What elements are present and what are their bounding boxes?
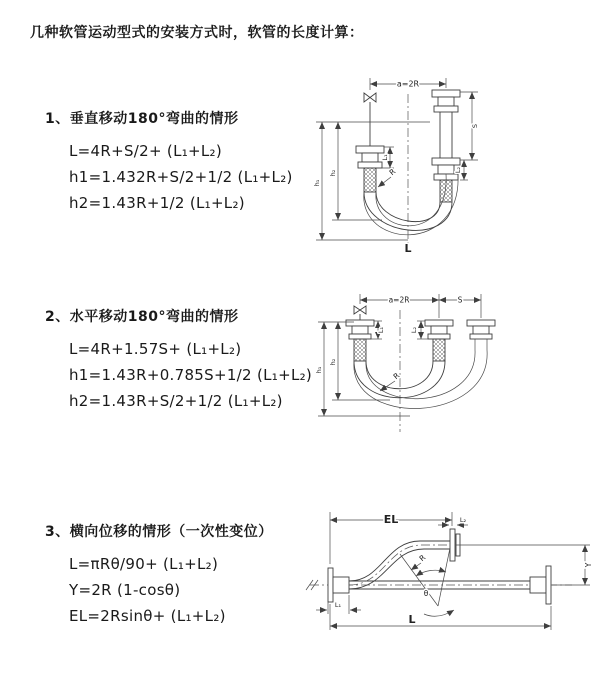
dim-el <box>330 512 452 564</box>
diagram-horizontal-180-bend <box>310 282 595 447</box>
right-flange <box>530 566 551 604</box>
dim-label-l2: L₂ <box>410 326 418 334</box>
left-pipe-flange <box>346 320 374 361</box>
dim-l1 <box>316 595 361 614</box>
dim-label-l-total: L <box>404 242 412 255</box>
dim-label-s: S <box>457 295 463 305</box>
section-1-heading: 1、垂直移动180°弯曲的情形 <box>45 111 239 127</box>
section-2-heading: 2、水平移动180°弯曲的情形 <box>45 309 239 325</box>
section-1-formulas <box>69 138 293 216</box>
formula-line: Y=2R (1-cosθ) <box>69 581 181 599</box>
diagram-vertical-180-bend <box>312 68 587 258</box>
dim-h1 <box>313 122 408 240</box>
dim-label-s: S <box>471 123 479 129</box>
formula-line: h1=1.432R+S/2+1/2 (L₁+L₂) <box>69 168 293 186</box>
dim-label-el: EL <box>383 513 399 526</box>
formula-line: h2=1.43R+1/2 (L₁+L₂) <box>69 194 245 212</box>
dim-label-r: R <box>387 166 398 178</box>
dim-s <box>460 92 479 160</box>
dim-label-theta: θ <box>423 589 429 598</box>
valve-icon <box>364 93 376 146</box>
formula-line: L=4R+S/2+ (L₁+L₂) <box>69 142 223 160</box>
dim-label-r: R <box>417 552 428 564</box>
angle-theta <box>400 548 454 616</box>
diagram-lateral-displacement <box>300 498 600 643</box>
dim-y <box>456 545 593 585</box>
formula-line: EL=2Rsinθ+ (L₁+L₂) <box>69 607 226 625</box>
dim-label-l1: L₁ <box>334 601 342 609</box>
valve-icon <box>354 306 366 320</box>
dim-label-y: Y <box>584 562 593 568</box>
braided-hose-section <box>433 339 445 361</box>
section-1 <box>45 108 293 216</box>
dim-a2r <box>370 78 446 90</box>
dim-label-a2r: a=2R <box>396 79 420 89</box>
braided-hose-section <box>354 339 366 361</box>
section-3-formulas <box>69 551 273 629</box>
left-pipe-flange <box>356 146 384 192</box>
hose-s-curve <box>349 541 450 589</box>
dim-label-l2: L₂ <box>459 516 467 524</box>
left-flange <box>328 568 349 602</box>
dim-label-l1: L₁ <box>381 154 389 161</box>
dim-label-h1: h₁ <box>313 179 321 187</box>
dim-label-l1: L₁ <box>377 326 385 334</box>
dim-label-r: R <box>391 370 402 382</box>
dim-label-h2: h₂ <box>329 358 337 366</box>
middle-pipe-flange <box>425 320 453 361</box>
formula-line: L=4R+1.57S+ (L₁+L₂) <box>69 340 242 358</box>
dim-s <box>439 296 481 305</box>
dim-label-l-total: L <box>408 613 416 626</box>
formula-line: h2=1.43R+S/2+1/2 (L₁+L₂) <box>69 392 283 410</box>
page-title: 几种软管运动型式的安装方式时，软管的长度计算： <box>30 25 364 41</box>
braided-hose-section <box>364 168 376 192</box>
section-2-formulas <box>69 336 312 414</box>
dim-label-h2: h₂ <box>329 169 337 177</box>
dim-label-h1: h₁ <box>315 366 323 374</box>
dim-l2 <box>438 516 468 525</box>
section-2 <box>45 306 312 414</box>
dim-a2r <box>360 294 481 318</box>
dim-label-a2r: a=2R <box>388 295 410 305</box>
section-3-heading: 3、横向位移的情形（一次性变位） <box>45 524 273 540</box>
dim-label-l2: L₂ <box>454 166 462 174</box>
radius-callout <box>378 167 397 187</box>
moved-pipe-flange <box>467 320 495 350</box>
formula-line: h1=1.43R+0.785S+1/2 (L₁+L₂) <box>69 366 313 384</box>
formula-line: L=πRθ/90+ (L₁+L₂) <box>69 555 219 573</box>
dim-l <box>330 604 551 630</box>
section-3 <box>45 521 273 629</box>
radius-callout <box>411 553 427 570</box>
